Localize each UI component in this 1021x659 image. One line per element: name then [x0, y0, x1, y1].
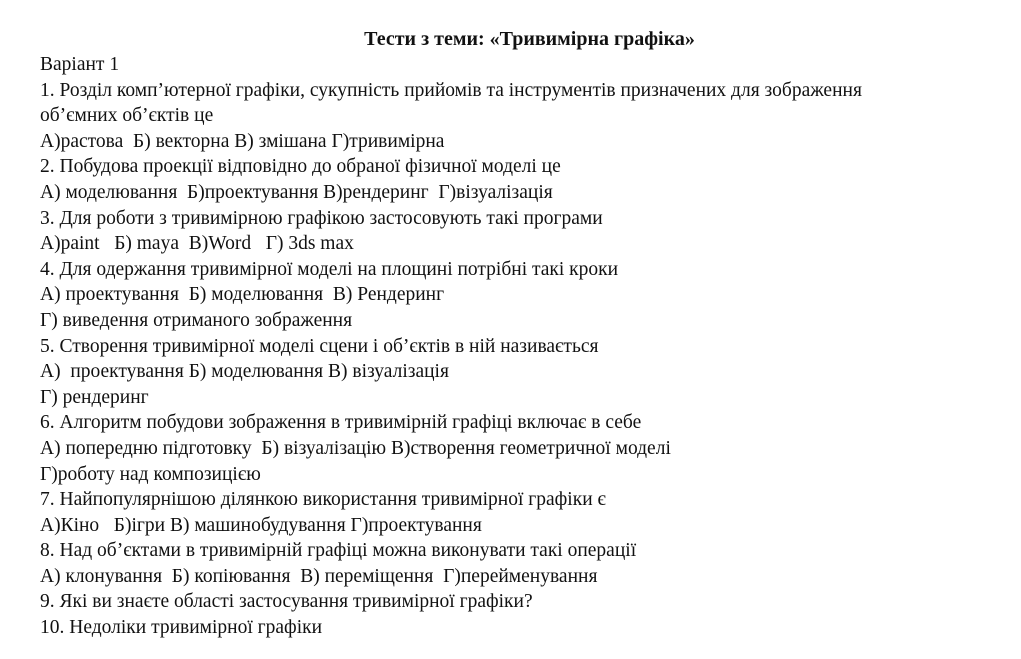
text-line: 10. Недоліки тривимірної графіки [40, 617, 323, 639]
text-line: А) клонування Б) копіювання В) переміщення Г)перейменування [40, 565, 598, 587]
document-title: Тести з теми: «Тривимірна графіка» [364, 28, 695, 50]
text-line: 9. Які ви знаєте області застосування тривимірної графіки? [40, 591, 533, 613]
text-line: Г)роботу над композицією [40, 463, 261, 485]
text-line: А) попередню підготовку Б) візуалізацію В)створення геометричної моделі [40, 437, 671, 459]
text-line: А)растова Б) векторна В) змішана Г)тривимірна [40, 130, 445, 152]
text-line: Г) виведення отриманого зображення [40, 309, 353, 331]
text-line: 6. Алгоритм побудови зображення в тривимірній графіці включає в себе [40, 412, 642, 434]
text-line: 8. Над об’єктами в тривимірній графіці можна виконувати такі операції [40, 540, 637, 562]
text-line: А)Кіно Б)ігри В) машинобудування Г)проектування [40, 514, 482, 536]
text-line: 3. Для роботи з тривимірною графікою застосовують такі програми [40, 207, 603, 229]
text-line: А) проектування Б) моделювання В) візуалізація [40, 361, 449, 383]
document-body [40, 52, 1000, 641]
text-line: 4. Для одержання тривимірної моделі на площині потрібні такі кроки [40, 258, 619, 280]
text-line: 1. Розділ комп’ютерної графіки, сукупність прийомів та інструментів призначених для зображення [40, 79, 862, 101]
variant-heading: Варіант 1 [40, 54, 120, 75]
text-line: А) моделювання Б)проектування В)рендеринг Г)візуалізація [40, 181, 553, 203]
text-line: 5. Створення тривимірної моделі сцени і об’єктів в ній називається [40, 335, 599, 357]
text-line: А)paint Б) maya В)Word Г) 3ds max [40, 233, 354, 255]
text-line: А) проектування Б) моделювання В) Рендеринг [40, 284, 445, 306]
text-line: 7. Найпопулярнішою ділянкою використання тривимірної графіки є [40, 489, 606, 511]
text-line: Г) рендеринг [40, 386, 149, 408]
text-line: 2. Побудова проекції відповідно до обраної фізичної моделі це [40, 156, 561, 178]
text-line: об’ємних об’єктів це [40, 105, 214, 127]
